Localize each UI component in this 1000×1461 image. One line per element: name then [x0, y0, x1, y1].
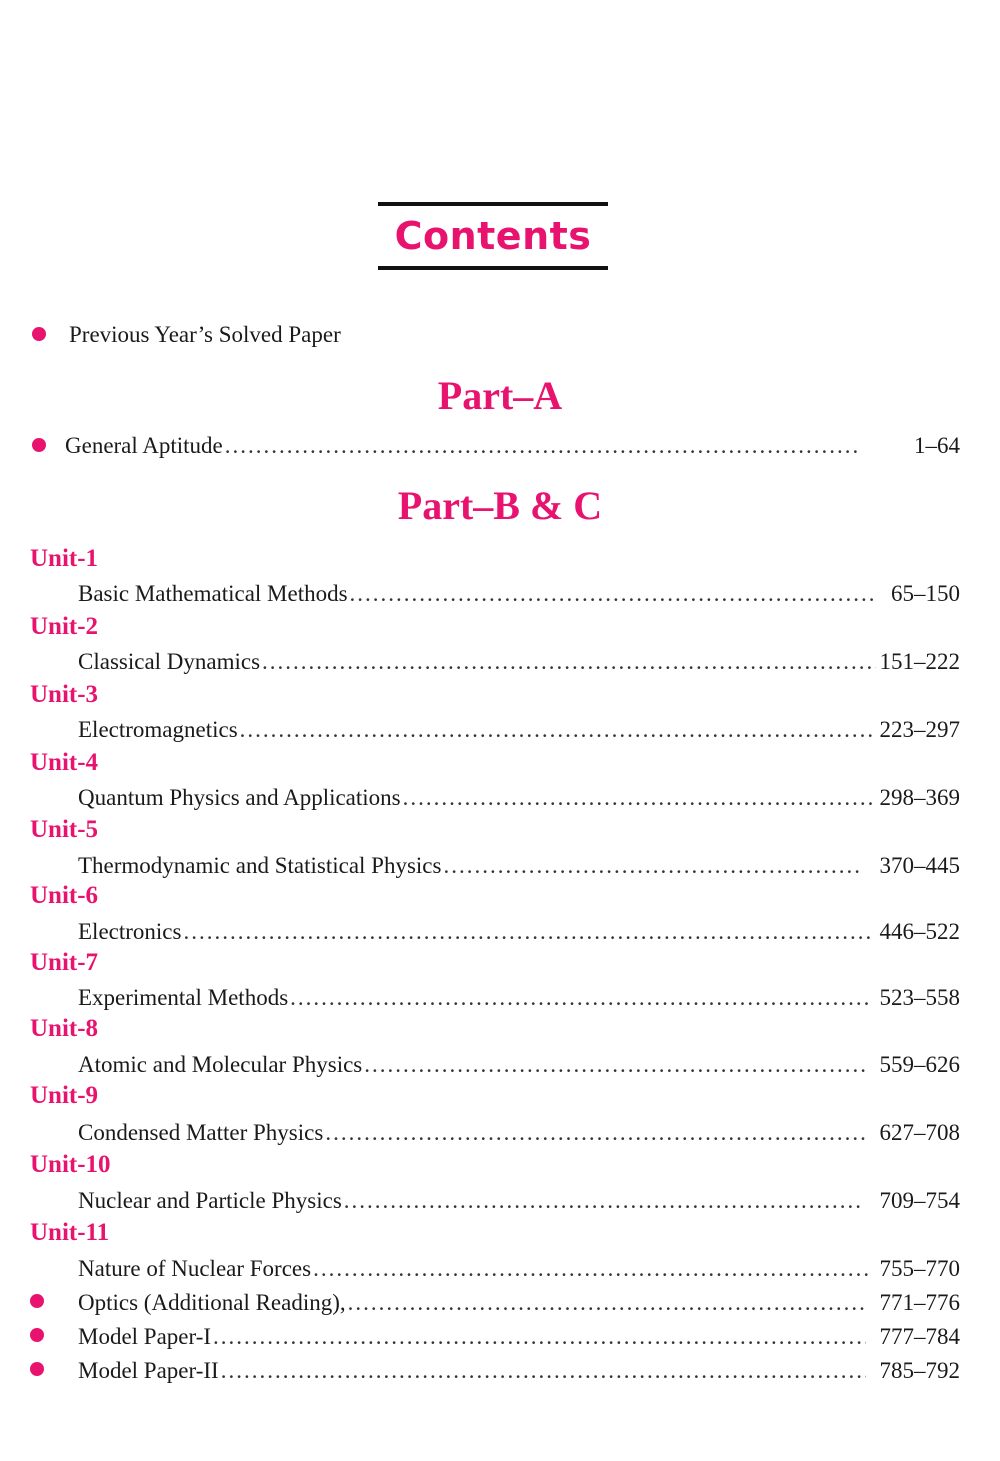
entry-name: Optics (Additional Reading),	[78, 1290, 346, 1315]
toc-entry[interactable]	[78, 852, 960, 880]
toc-entry[interactable]	[78, 1051, 960, 1079]
unit-label: Unit-3	[30, 681, 99, 708]
entry-pages: 755–770	[879, 1256, 960, 1281]
part-bc-heading: Part–B & C	[397, 483, 603, 528]
unit-label: Unit-9	[30, 1082, 99, 1109]
toc-entry[interactable]	[78, 648, 960, 676]
unit-label: Unit-11	[30, 1219, 110, 1246]
toc-entry[interactable]	[78, 984, 960, 1012]
intro-line: Previous Year’s Solved Paper	[69, 322, 341, 347]
dot-leader	[350, 580, 875, 608]
unit-label: Unit-6	[30, 882, 99, 909]
entry-name: General Aptitude	[65, 433, 223, 458]
entry-name: Experimental Methods	[78, 985, 289, 1010]
bullet-icon	[32, 327, 46, 341]
entry-name: Nuclear and Particle Physics	[78, 1188, 342, 1213]
dot-leader	[325, 1119, 867, 1147]
bullet-icon	[32, 438, 46, 452]
entry-pages: 446–522	[879, 919, 960, 944]
entry-name: Thermodynamic and Statistical Physics	[78, 853, 442, 878]
entry-pages: 223–297	[879, 717, 960, 742]
toc-entry-general-aptitude[interactable]	[65, 432, 960, 460]
entry-name: Classical Dynamics	[78, 649, 261, 674]
dot-leader	[403, 784, 876, 812]
entry-name: Nature of Nuclear Forces	[78, 1256, 312, 1281]
entry-pages: 785–792	[879, 1358, 960, 1383]
bullet-icon	[30, 1294, 44, 1308]
entry-pages: 559–626	[879, 1052, 960, 1077]
dot-leader	[443, 852, 861, 880]
unit-label: Unit-1	[30, 545, 99, 572]
page-title: Contents	[394, 214, 592, 258]
entry-pages: 65–150	[891, 581, 960, 606]
entry-pages: 523–558	[879, 985, 960, 1010]
toc-entry[interactable]	[78, 1357, 960, 1385]
entry-pages: 627–708	[879, 1120, 960, 1145]
entry-pages: 777–784	[879, 1324, 960, 1349]
dot-leader	[348, 1289, 868, 1317]
toc-entry[interactable]	[78, 1119, 960, 1147]
dot-leader	[313, 1255, 867, 1283]
toc-entry[interactable]	[78, 784, 960, 812]
dot-leader	[213, 1323, 865, 1351]
toc-entry[interactable]	[78, 1255, 960, 1283]
entry-name: Model Paper-II	[78, 1358, 219, 1383]
entry-name: Electromagnetics	[78, 717, 238, 742]
dot-leader	[240, 716, 876, 744]
dot-leader	[225, 432, 858, 460]
bullet-icon	[30, 1362, 44, 1376]
contents-title-block	[378, 202, 608, 270]
toc-entry[interactable]	[78, 1187, 960, 1215]
toc-entry[interactable]	[78, 918, 960, 946]
entry-name: Basic Mathematical Methods	[78, 581, 348, 606]
unit-label: Unit-2	[30, 613, 99, 640]
toc-entry[interactable]	[78, 716, 960, 744]
entry-name: Electronics	[78, 919, 182, 944]
dot-leader	[221, 1357, 866, 1385]
entry-pages: 370–445	[879, 853, 960, 878]
entry-pages: 298–369	[879, 785, 960, 810]
toc-entry[interactable]	[78, 580, 960, 608]
unit-label: Unit-10	[30, 1151, 111, 1178]
dot-leader	[290, 984, 867, 1012]
entry-pages: 771–776	[879, 1290, 960, 1315]
dot-leader	[262, 648, 875, 676]
dot-leader	[364, 1051, 867, 1079]
unit-label: Unit-4	[30, 749, 99, 776]
entry-name: Model Paper-I	[78, 1324, 212, 1349]
entry-pages: 1–64	[914, 433, 960, 458]
bullet-icon	[30, 1328, 44, 1342]
entry-pages: 709–754	[879, 1188, 960, 1213]
entry-pages: 151–222	[879, 649, 960, 674]
entry-name: Condensed Matter Physics	[78, 1120, 324, 1145]
unit-label: Unit-5	[30, 816, 99, 843]
unit-label: Unit-8	[30, 1015, 99, 1042]
unit-label: Unit-7	[30, 949, 99, 976]
toc-entry[interactable]	[78, 1289, 960, 1317]
toc-entry[interactable]	[78, 1323, 960, 1351]
entry-name: Atomic and Molecular Physics	[78, 1052, 363, 1077]
entry-name: Quantum Physics and Applications	[78, 785, 401, 810]
dot-leader	[183, 918, 869, 946]
dot-leader	[344, 1187, 864, 1215]
part-a-heading: Part–A	[437, 373, 563, 418]
